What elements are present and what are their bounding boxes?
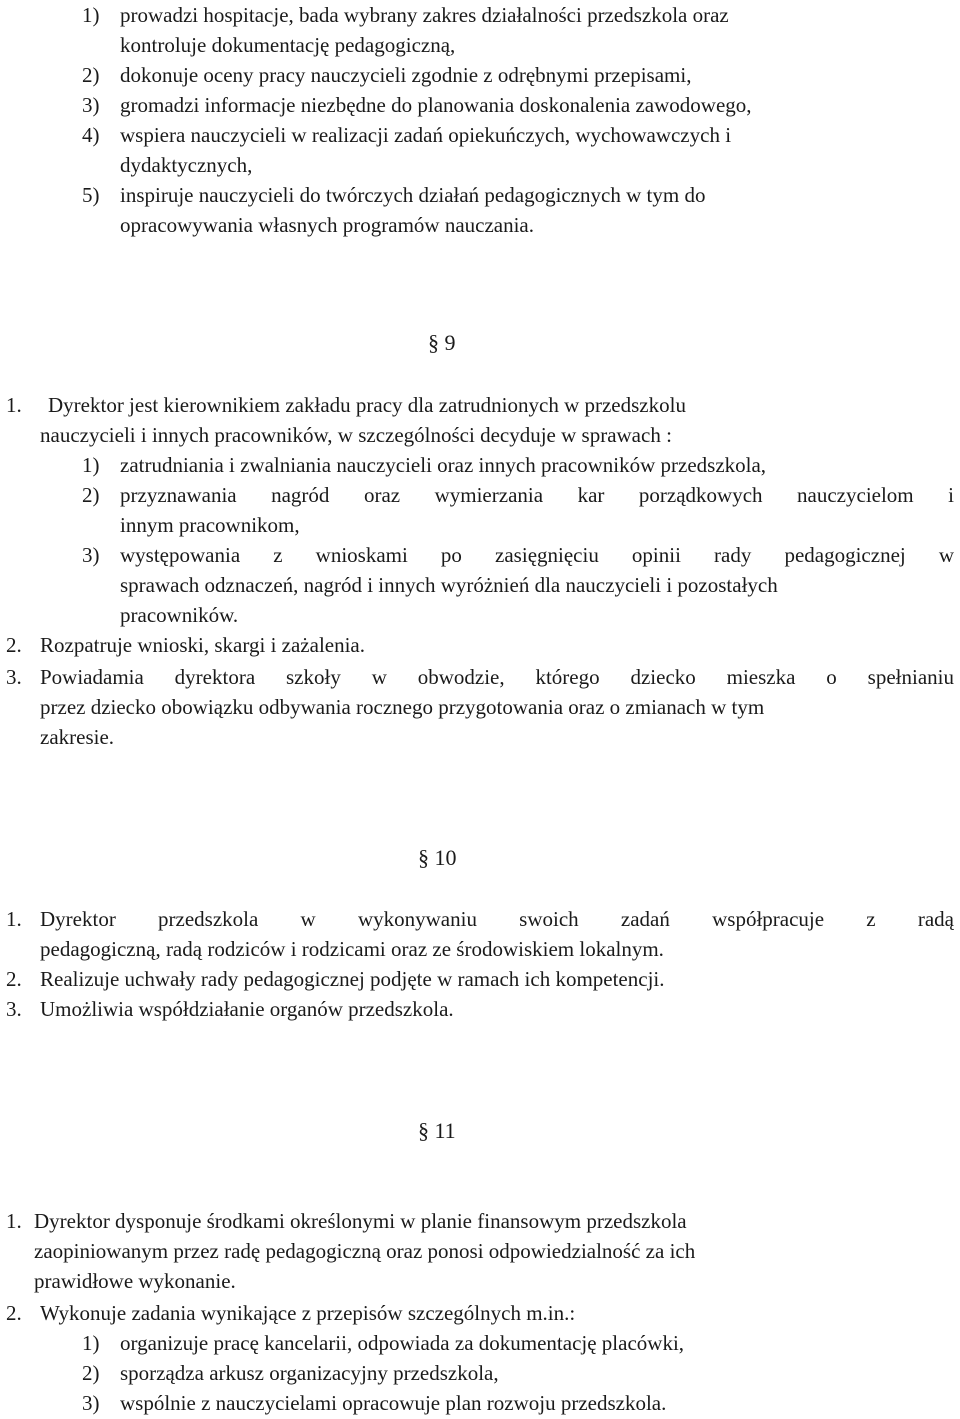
list-text: występowania z wnioskami po zasięgnięciu opinii rady pedagogicznej w	[120, 543, 954, 567]
paragraph-number: 3.	[6, 665, 22, 689]
paragraph-text: zakresie.	[40, 725, 115, 749]
paragraph-text: Dyrektor jest kierownikiem zakładu pracy dla zatrudnionych w przedszkolu	[48, 393, 686, 417]
paragraph-text: pedagogiczną, radą rodziców i rodzicami oraz ze środowiskiem lokalnym.	[40, 937, 664, 961]
paragraph-text: prawidłowe wykonanie.	[34, 1269, 236, 1293]
paragraph-text: Dyrektor dysponuje środkami określonymi w planie finansowym przedszkola	[34, 1209, 687, 1233]
paragraph-number: 2.	[6, 967, 22, 991]
list-text: sprawach odznaczeń, nagród i innych wyróżnień dla nauczycieli i pozostałych	[120, 573, 778, 597]
list-number: 1)	[82, 453, 100, 477]
paragraph-number: 3.	[6, 997, 22, 1021]
paragraph-text: Umożliwia współdziałanie organów przedszkola.	[40, 997, 454, 1021]
list-number: 5)	[82, 183, 100, 207]
list-number: 1)	[82, 3, 100, 27]
section-heading: § 9	[428, 330, 456, 355]
list-number: 2)	[82, 1361, 100, 1385]
list-text: prowadzi hospitacje, bada wybrany zakres działalności przedszkola oraz	[120, 3, 729, 27]
list-text: pracowników.	[120, 603, 239, 627]
paragraph-number: 1.	[6, 393, 22, 417]
list-number: 4)	[82, 123, 100, 147]
list-number: 3)	[82, 93, 100, 117]
paragraph-number: 1.	[6, 907, 22, 931]
list-text: inspiruje nauczycieli do twórczych działań pedagogicznych w tym do	[120, 183, 706, 207]
paragraph-text: Powiadamia dyrektora szkoły w obwodzie, którego dziecko mieszka o spełnianiu	[40, 665, 954, 689]
list-number: 3)	[82, 1391, 100, 1415]
list-text: dokonuje oceny pracy nauczycieli zgodnie z odrębnymi przepisami,	[120, 63, 692, 87]
list-text: opracowywania własnych programów nauczania.	[120, 213, 535, 237]
paragraph-number: 2.	[6, 633, 22, 657]
list-number: 3)	[82, 543, 100, 567]
list-number: 2)	[82, 483, 100, 507]
section-heading: § 10	[418, 845, 457, 870]
paragraph-text: nauczycieli i innych pracowników, w szczególności decyduje w sprawach :	[40, 423, 672, 447]
paragraph-number: 1.	[6, 1209, 22, 1233]
list-text: innym pracownikom,	[120, 513, 300, 537]
paragraph-text: przez dziecko obowiązku odbywania rocznego przygotowania oraz o zmianach w tym	[40, 695, 765, 719]
list-text: zatrudniania i zwalniania nauczycieli oraz innych pracowników przedszkola,	[120, 453, 767, 477]
list-text: gromadzi informacje niezbędne do planowania doskonalenia zawodowego,	[120, 93, 752, 117]
list-text: dydaktycznych,	[120, 153, 253, 177]
paragraph-text: zaopiniowanym przez radę pedagogiczną oraz ponosi odpowiedzialność za ich	[34, 1239, 696, 1263]
section-heading: § 11	[418, 1118, 456, 1143]
list-number: 2)	[82, 63, 100, 87]
list-text: wspólnie z nauczycielami opracowuje plan rozwoju przedszkola.	[120, 1391, 667, 1415]
paragraph-text: Rozpatruje wnioski, skargi i zażalenia.	[40, 633, 366, 657]
list-text: wspiera nauczycieli w realizacji zadań opiekuńczych, wychowawczych i	[120, 123, 732, 147]
paragraph-text: Wykonuje zadania wynikające z przepisów szczególnych m.in.:	[40, 1301, 576, 1325]
list-text: przyznawania nagród oraz wymierzania kar porządkowych nauczycielom i	[120, 483, 954, 507]
list-number: 1)	[82, 1331, 100, 1355]
paragraph-text: Realizuje uchwały rady pedagogicznej podjęte w ramach ich kompetencji.	[40, 967, 665, 991]
list-text: sporządza arkusz organizacyjny przedszkola,	[120, 1361, 499, 1385]
list-text: kontroluje dokumentację pedagogiczną,	[120, 33, 456, 57]
paragraph-text: Dyrektor przedszkola w wykonywaniu swoich zadań współpracuje z radą	[40, 907, 954, 931]
paragraph-number: 2.	[6, 1301, 22, 1325]
list-text: organizuje pracę kancelarii, odpowiada za dokumentację placówki,	[120, 1331, 685, 1355]
